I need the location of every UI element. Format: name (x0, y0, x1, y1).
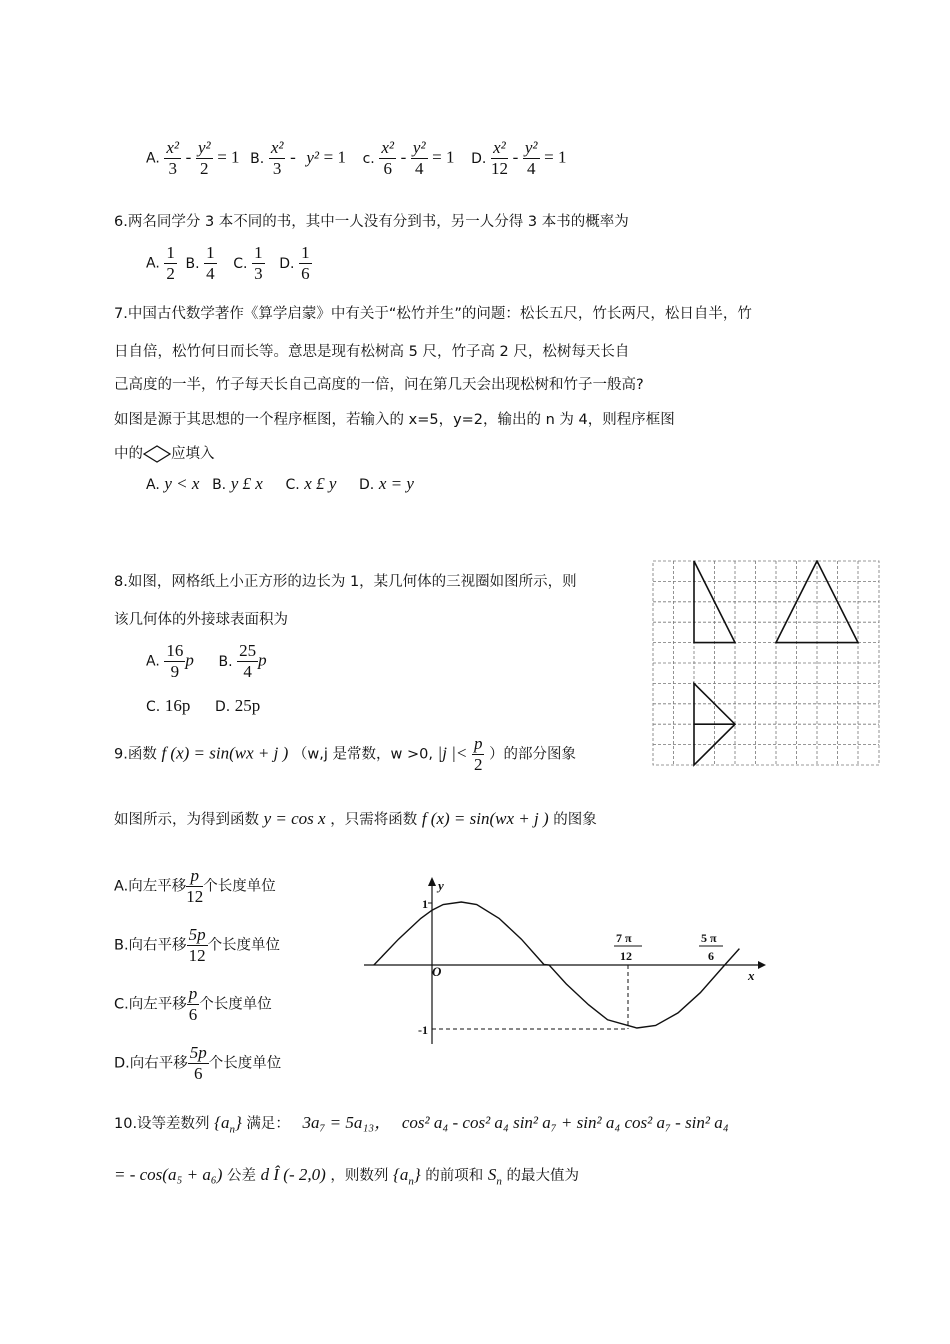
q7-option-b-label: B. (212, 477, 227, 493)
q7-option-a-label: A. (146, 477, 160, 493)
q9-option-a: A.向左平移 $\frac{p}{12}$ 个长度单位 (114, 866, 276, 906)
tick-label-5pi-6 (699, 931, 723, 963)
q6-c-frac: $\frac{1}{3}$ (254, 243, 263, 283)
q9-line-2: 如图所示，为得到函数 y = cos x ，只需将函数 f (x) = sin(wx + j ) 的图象 (114, 809, 597, 828)
q8-line-1: 8.如图，网格纸上小正方形的边长为 1，某几何体的三视圈如图所示，则 (114, 574, 577, 590)
q6-a-frac: $\frac{1}{2}$ (166, 243, 175, 283)
tick-label-one: 1 (422, 897, 428, 911)
sine-graph (360, 872, 770, 1048)
y-axis-label: y (438, 878, 444, 893)
q10-line-1: 10.设等差数列 $\{a_n\}$ 满足： 3a₇ = 5a₁₃， cos² a₄ - cos² a₄ sin² a₇ + sin² a₄ cos² a₇ - sin² a₄ (114, 1113, 729, 1136)
q8-options-ab: A. $\frac{16}{9}$ p B. $\frac{25}{4}$ p (146, 641, 267, 681)
q5-c-frac-x: $\frac{\text{x²}}{6}$ (381, 138, 395, 178)
q8-option-b-label: B. (218, 653, 233, 670)
q8-a-frac: $\frac{16}{9}$ (166, 641, 184, 681)
q5-options: A. $\frac{\text{x²}}{3}$ - $\frac{\text{y²}}{2}$ = 1 B. $\frac{\text{x²}}{3}$ - y² = 1 c. $\frac{\text{x²}}{6}$ - $\frac{\text{y²}}{4}$ = 1 D. $\frac{\text{x²}}{12}$ - $\frac{\text{y²}}{4}$ = 1 (146, 138, 567, 178)
q9-option-c: C.向左平移 $\frac{p}{6}$ 个长度单位 (114, 984, 272, 1024)
x-axis-label: x (748, 968, 755, 983)
q7-line-4: 如图是源于其思想的一个程序框图，若输入的 x=5，y=2，输出的 n 为 4，则程序框图 (114, 412, 675, 428)
q7-option-c-label: C. (285, 477, 300, 493)
q9-option-b: B.向右平移 $\frac{5p}{12}$ 个长度单位 (114, 925, 281, 965)
svg-text:7 π: 7 π (616, 931, 632, 945)
q8-line-2: 该几何体的外接球表面积为 (114, 612, 288, 628)
q5-a-frac-y: $\frac{\text{y²}}{2}$ (197, 138, 211, 178)
q7-line-1: 7.中国古代数学著作《算学启蒙》中有关于“松竹并生”的问题：松长五尺，竹长两尺，松日自半，竹 (114, 306, 752, 322)
q5-a-frac-x: $\frac{\text{x²}}{3}$ (166, 138, 180, 178)
q8-option-c-label: C. (146, 699, 161, 715)
tick-label-neg-one: -1 (418, 1023, 428, 1037)
q5-option-d-label: D. (471, 150, 487, 167)
q6-option-c-label: C. (233, 255, 248, 272)
svg-text:6: 6 (708, 949, 714, 963)
q8-options-cd: C. 16p D. 25p (146, 696, 261, 715)
q5-option-a-label: A. (146, 150, 160, 167)
q6-options (146, 243, 312, 284)
svg-text:5 π: 5 π (701, 931, 717, 945)
three-view-grid-figure (652, 560, 882, 768)
x-axis-arrow (758, 961, 766, 969)
q8-b-frac: $\frac{25}{4}$ (239, 641, 257, 681)
q5-option-b-label: B. (250, 150, 265, 167)
origin-label: O (432, 964, 442, 979)
q6-option-d-label: D. (279, 255, 295, 272)
tick-label-7pi-12 (614, 931, 642, 963)
q9-option-d: D.向右平移 $\frac{5p}{6}$ 个长度单位 (114, 1043, 282, 1083)
q6-b-frac: $\frac{1}{4}$ (206, 243, 215, 283)
q5-b-frac-x: $\frac{\text{x²}}{3}$ (270, 138, 284, 178)
diamond-decision-icon (143, 445, 171, 463)
q10-line-2: = - cos(a₅ + a₆) 公差 d Î (- 2,0) ，则数列 $\{a_n\}$ 的前项和 $S_n$ 的最大值为 (114, 1165, 579, 1188)
q6-text: 6.两名同学分 3 本不同的书，其中一人没有分到书，另一人分得 3 本书的概率为 (114, 214, 629, 230)
q7-line-3: 己高度的一半，竹子每天长自己高度的一倍，问在第几天会出现松树和竹子一般高? (114, 377, 644, 393)
y-axis-arrow (428, 877, 436, 886)
q7-options: A. y < x B. y £ x C. x £ y D. x = y (146, 474, 414, 493)
svg-text:12: 12 (620, 949, 632, 963)
q7-option-d-label: D. (358, 477, 375, 493)
q6-d-frac: $\frac{1}{6}$ (301, 243, 310, 283)
q7-line-5: 中的 应填入 (114, 446, 215, 462)
q8-option-d-label: D. (214, 699, 231, 715)
q6-option-b-label: B. (185, 255, 200, 272)
q5-d-frac-y: $\frac{\text{y²}}{4}$ (524, 138, 538, 178)
q6-option-a-label: A. (146, 255, 160, 272)
q9-line-1: 9.函数 f (x) = sin(wx + j ) （w,j 是常数，w >0, |j |< $\frac{p}{2}$ ）的部分图象 (114, 734, 577, 774)
q5-d-frac-x: $\frac{\text{x²}}{12}$ (490, 138, 508, 178)
q8-option-a-label: A. (146, 653, 160, 670)
q9-pi-over-2: $\frac{p}{2}$ (473, 734, 483, 774)
q5-c-frac-y: $\frac{\text{y²}}{4}$ (412, 138, 426, 178)
q7-line-2: 日自倍，松竹何日而长等。意思是现有松树高 5 尺，竹子高 2 尺，松树每天长自 (114, 344, 630, 360)
q5-option-c-label: c. (362, 150, 375, 167)
